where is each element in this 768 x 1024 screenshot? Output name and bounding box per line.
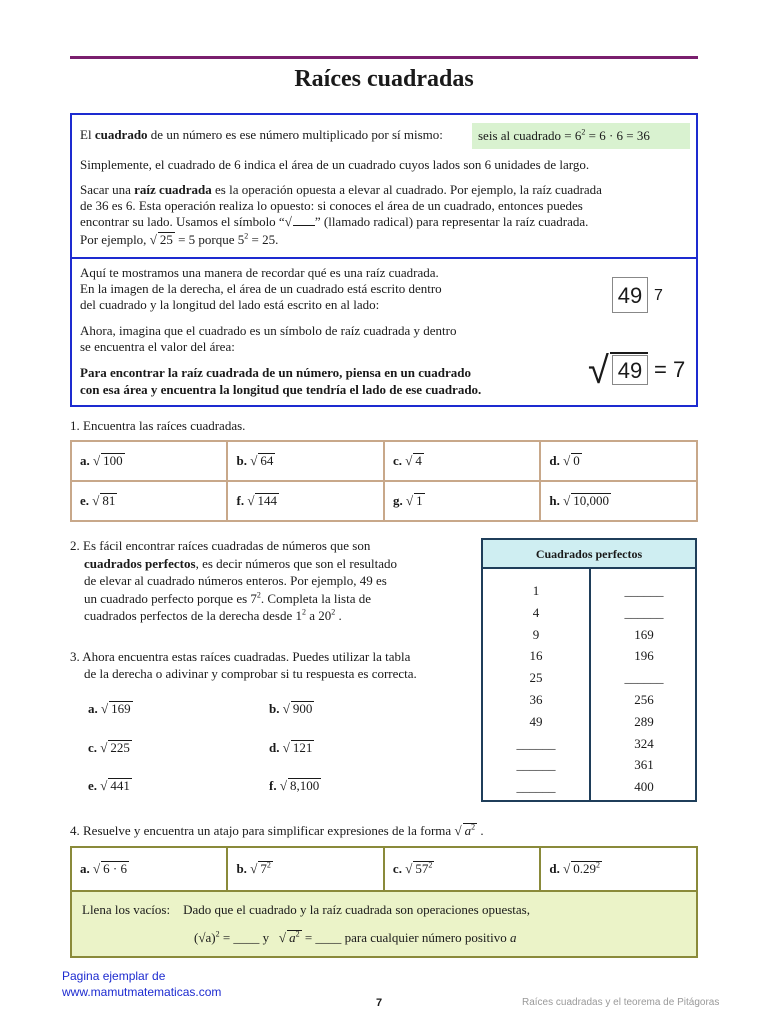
q1-item-b[interactable]: b. √ 64 <box>227 441 383 481</box>
perfect-squares-header: Cuadrados perfectos <box>483 540 695 569</box>
footer-link[interactable]: Pagina ejemplar de www.mamutmatematicas.com <box>62 969 222 999</box>
q1-item-g[interactable]: g. √ 1 <box>384 481 540 521</box>
definition-line-6: Por ejemplo, √ 25 = 5 porque $5^2 = 25$. <box>80 231 279 247</box>
radical-square-illustration <box>588 349 688 393</box>
memory-line-4: Ahora, imagina que el cuadrado es un símbolo de raíz cuadrada y dentro <box>80 323 457 338</box>
fill-in-blanks-box: Llena los vacíos: Dado que el cuadrado y la raíz cuadrada son operaciones opuestas, $(√a)^2$ = ____ y √ $a^2$ = ____ para cualquier número positivo a <box>71 891 697 957</box>
q1-item-e[interactable]: e. √ 81 <box>71 481 227 521</box>
definition-line-5: encontrar su lado. Usamos el símbolo “√ ” (llamado radical) para representar la raíz cuadrada. <box>80 214 589 229</box>
question-2-text: 2. Es fácil encontrar raíces cuadradas de números que son cuadrados perfectos, es decir números que son el resultado de elevar al cuadrado números enteros. Por ejemplo, 49 es un cuadrado perfecto porque es $7^2$. Completa la lista de cuadrados perfectos de la derecha desde $1^2$ a $20^2$ . <box>70 538 398 623</box>
fill-in-equations[interactable]: $(√a)^2$ = ____ y √ $a^2$ = ____ para cualquier número positivo a <box>194 929 517 945</box>
page-number: 7 <box>376 997 383 1009</box>
page-title: Raíces cuadradas <box>294 66 474 92</box>
square-side-label: 7 <box>654 287 663 304</box>
question-1-table <box>70 440 698 522</box>
six-squared-example: seis al cuadrado = $6^2 = 6 \cdot 6 = 36$ <box>472 123 690 149</box>
q1-item-a[interactable]: a. √ 100 <box>71 441 227 481</box>
header-rule <box>70 56 698 59</box>
q4-item-a[interactable]: a. √ 6 · 6 <box>71 847 227 891</box>
perfect-squares-left-column: 1 4 9 16 25 36 49 ______ ______ ______ <box>516 583 556 795</box>
fill-in-label: Llena los vacíos: <box>82 902 171 917</box>
q3-item-e[interactable]: e. √ 441 <box>88 778 130 793</box>
radical-symbol: √ <box>284 214 292 229</box>
memory-line-6: Para encontrar la raíz cuadrada de un número, piensa en un cuadrado <box>80 365 471 380</box>
definition-box <box>70 113 698 259</box>
radical-result: = 7 <box>654 357 686 382</box>
q4-item-d[interactable]: d. √ 0.29$^2$ <box>540 847 697 891</box>
definition-line-2: Simplemente, el cuadrado de 6 indica el área de un cuadrado cuyos lados son 6 unidades de largo. <box>80 157 590 172</box>
memory-line-7: con esa área y encuentra la longitud que tendría el lado de ese cuadrado. <box>80 382 482 397</box>
perfect-squares-table <box>481 538 697 802</box>
memory-line-2: En la imagen de la derecha, el área de un cuadrado está escrito dentro <box>80 281 442 296</box>
memory-line-5: se encuentra el valor del área: <box>80 339 235 354</box>
q1-item-c[interactable]: c. √ 4 <box>384 441 540 481</box>
question-1-prompt: 1. Encuentra las raíces cuadradas. <box>70 418 246 433</box>
q3-item-b[interactable]: b. √ 900 <box>269 701 313 716</box>
memory-box <box>70 257 698 407</box>
radical-icon: √ <box>588 350 609 392</box>
q3-item-f[interactable]: f. √ 8,100 <box>269 778 320 793</box>
q4-item-c[interactable]: c. √ $57^2$ <box>384 847 541 891</box>
q3-item-d[interactable]: d. √ 121 <box>269 740 313 755</box>
definition-line-4: de 36 es 6. Esta operación realiza lo opuesto: si conoces el área de un cuadrado, entonces puedes <box>80 198 583 213</box>
perfect-squares-right-column: ______ ______ 169 196 ______ 256 289 324 361 400 <box>624 583 664 795</box>
definition-line-3: Sacar una raíz cuadrada es la operación opuesta a elevar al cuadrado. Por ejemplo, la raíz cuadrada <box>80 182 602 197</box>
definition-line-1: El cuadrado de un número es ese número multiplicado por sí mismo: <box>80 127 443 142</box>
q1-item-f[interactable]: f. √ 144 <box>227 481 383 521</box>
square-area-box: 49 <box>612 277 648 313</box>
memory-line-3: del cuadrado y la longitud del lado está escrito en al lado: <box>80 297 380 312</box>
question-4-table <box>70 846 698 958</box>
radical-area-box: 49 <box>612 355 648 385</box>
q3-item-c[interactable]: c. √ 225 <box>88 740 130 755</box>
question-3-text: 3. Ahora encuentra estas raíces cuadradas. Puedes utilizar la tabla de la derecha o adivinar y comprobar si tu respuesta es correcta. <box>70 649 417 681</box>
q4-item-b[interactable]: b. √ $7^2$ <box>227 847 383 891</box>
q3-item-a[interactable]: a. √ 169 <box>88 701 131 716</box>
question-4-prompt: 4. Resuelve y encuentra un atajo para simplificar expresiones de la forma √ $a^2$ . <box>70 822 484 838</box>
footer-book-title: Raíces cuadradas y el teorema de Pitágoras <box>522 997 720 1008</box>
q1-item-d[interactable]: d. √ 0 <box>540 441 697 481</box>
memory-line-1: Aquí te mostramos una manera de recordar qué es una raíz cuadrada. <box>80 265 439 280</box>
q1-item-h[interactable]: h. √ 10,000 <box>540 481 697 521</box>
